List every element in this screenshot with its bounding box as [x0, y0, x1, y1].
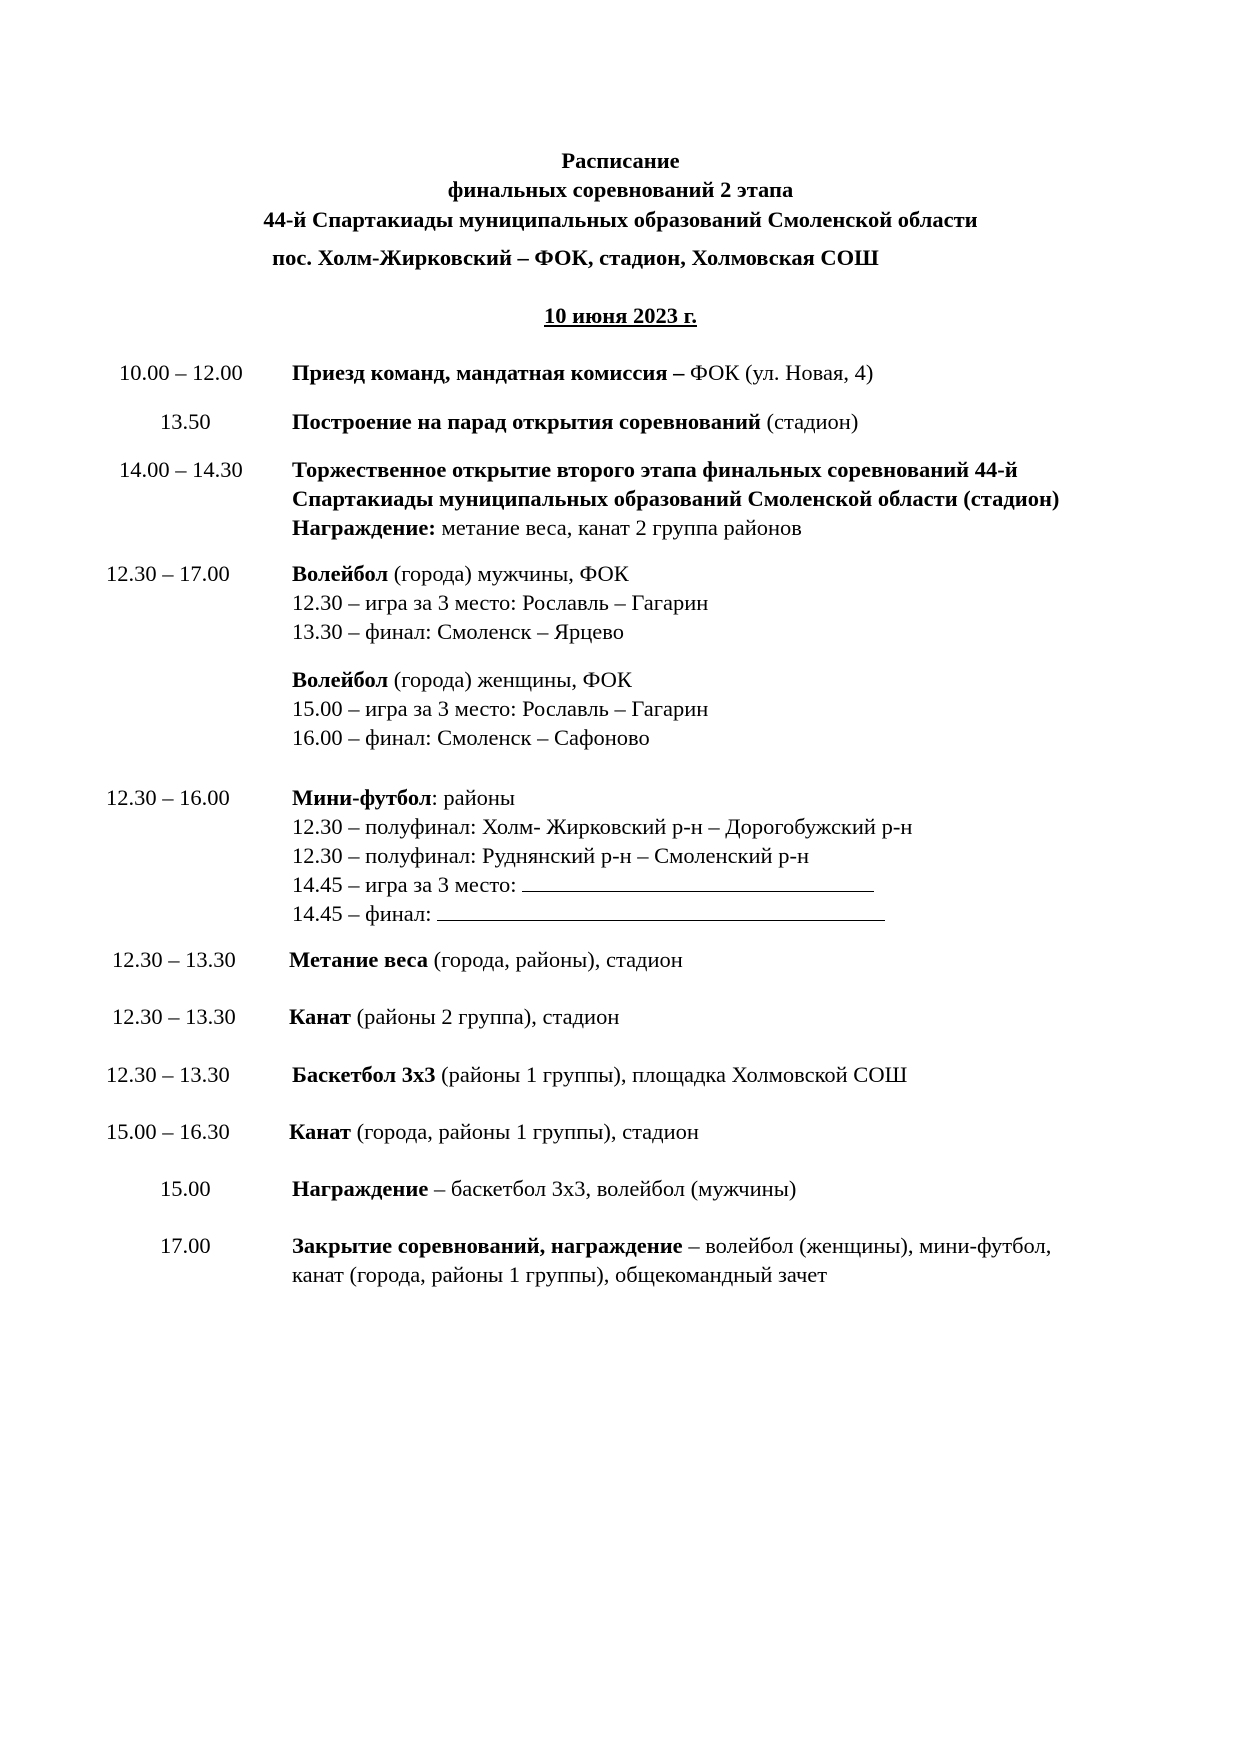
- schedule-line: 16.00 – финал: Смоленск – Сафоново: [292, 725, 650, 750]
- schedule-time: 12.30 – 17.00: [106, 561, 230, 586]
- schedule-time: 15.00 – 16.30: [106, 1119, 230, 1144]
- schedule-line: Награждение: метание веса, канат 2 группа районов: [292, 515, 802, 540]
- event-date: 10 июня 2023 г.: [544, 303, 697, 328]
- schedule-time: 12.30 – 13.30: [106, 1062, 230, 1087]
- schedule-time: 13.50: [160, 409, 211, 434]
- title-line-1: Расписание: [561, 148, 680, 173]
- schedule-description: [292, 1060, 907, 1089]
- schedule-line: 13.30 – финал: Смоленск – Ярцево: [292, 619, 624, 644]
- schedule-line: Баскетбол 3х3 (районы 1 группы), площадка Холмовской СОШ: [292, 1062, 908, 1087]
- schedule-description: [289, 1117, 699, 1146]
- schedule-line: 12.30 – игра за 3 место: Рославль – Гагарин: [292, 590, 709, 615]
- schedule-description: [292, 1174, 796, 1203]
- schedule-description: [292, 358, 873, 387]
- schedule-line: Волейбол (города) мужчины, ФОК: [292, 561, 629, 586]
- blank-line: [522, 871, 874, 892]
- schedule-time: 12.30 – 13.30: [112, 1004, 236, 1029]
- schedule-line: 12.30 – полуфинал: Холм- Жирковский р-н – Дорогобужский р-н: [292, 814, 913, 839]
- schedule-time: 12.30 – 16.00: [106, 785, 230, 810]
- schedule-description: [292, 455, 1059, 542]
- schedule-description: [292, 407, 858, 436]
- venue-line: пос. Холм-Жирковский – ФОК, стадион, Холмовская СОШ: [272, 245, 879, 270]
- schedule-description: [292, 783, 912, 928]
- schedule-line: Мини-футбол: районы: [292, 785, 516, 810]
- schedule-line: 15.00 – игра за 3 место: Рославль – Гагарин: [292, 696, 709, 721]
- schedule-line: Спартакиады муниципальных образований Смоленской области (стадион): [292, 486, 1060, 511]
- schedule-line: Торжественное открытие второго этапа финальных соревнований 44-й: [292, 457, 1018, 482]
- schedule-description: [289, 945, 683, 974]
- schedule-description: [292, 1231, 1051, 1289]
- schedule-line: канат (города, районы 1 группы), общекомандный зачет: [292, 1262, 828, 1287]
- schedule-line: 14.45 – игра за 3 место:: [292, 870, 912, 899]
- schedule-line: Канат (города, районы 1 группы), стадион: [289, 1119, 699, 1144]
- schedule-line: Закрытие соревнований, награждение – волейбол (женщины), мини-футбол,: [292, 1233, 1052, 1258]
- schedule-description: [289, 1002, 619, 1031]
- title-line-2: финальных соревнований 2 этапа: [447, 177, 794, 202]
- schedule-line: Приезд команд, мандатная комиссия – ФОК (ул. Новая, 4): [292, 360, 874, 385]
- schedule-time: 15.00: [160, 1176, 211, 1201]
- schedule-time: 14.00 – 14.30: [119, 457, 243, 482]
- schedule-time: 17.00: [160, 1233, 211, 1258]
- schedule-line: Канат (районы 2 группа), стадион: [289, 1004, 620, 1029]
- schedule-time: 10.00 – 12.00: [119, 360, 243, 385]
- schedule-line: Волейбол (города) женщины, ФОК: [292, 667, 632, 692]
- schedule-line: Построение на парад открытия соревнований (стадион): [292, 409, 859, 434]
- schedule-line: 14.45 – финал:: [292, 899, 912, 928]
- schedule-line: Награждение – баскетбол 3х3, волейбол (мужчины): [292, 1176, 797, 1201]
- blank-line: [437, 900, 885, 921]
- schedule-line: 12.30 – полуфинал: Руднянский р-н – Смоленский р-н: [292, 843, 809, 868]
- schedule-time: 12.30 – 13.30: [112, 947, 236, 972]
- schedule-line: Метание веса (города, районы), стадион: [289, 947, 683, 972]
- schedule-description: [292, 559, 708, 752]
- title-line-3: 44-й Спартакиады муниципальных образований Смоленской области: [263, 207, 978, 232]
